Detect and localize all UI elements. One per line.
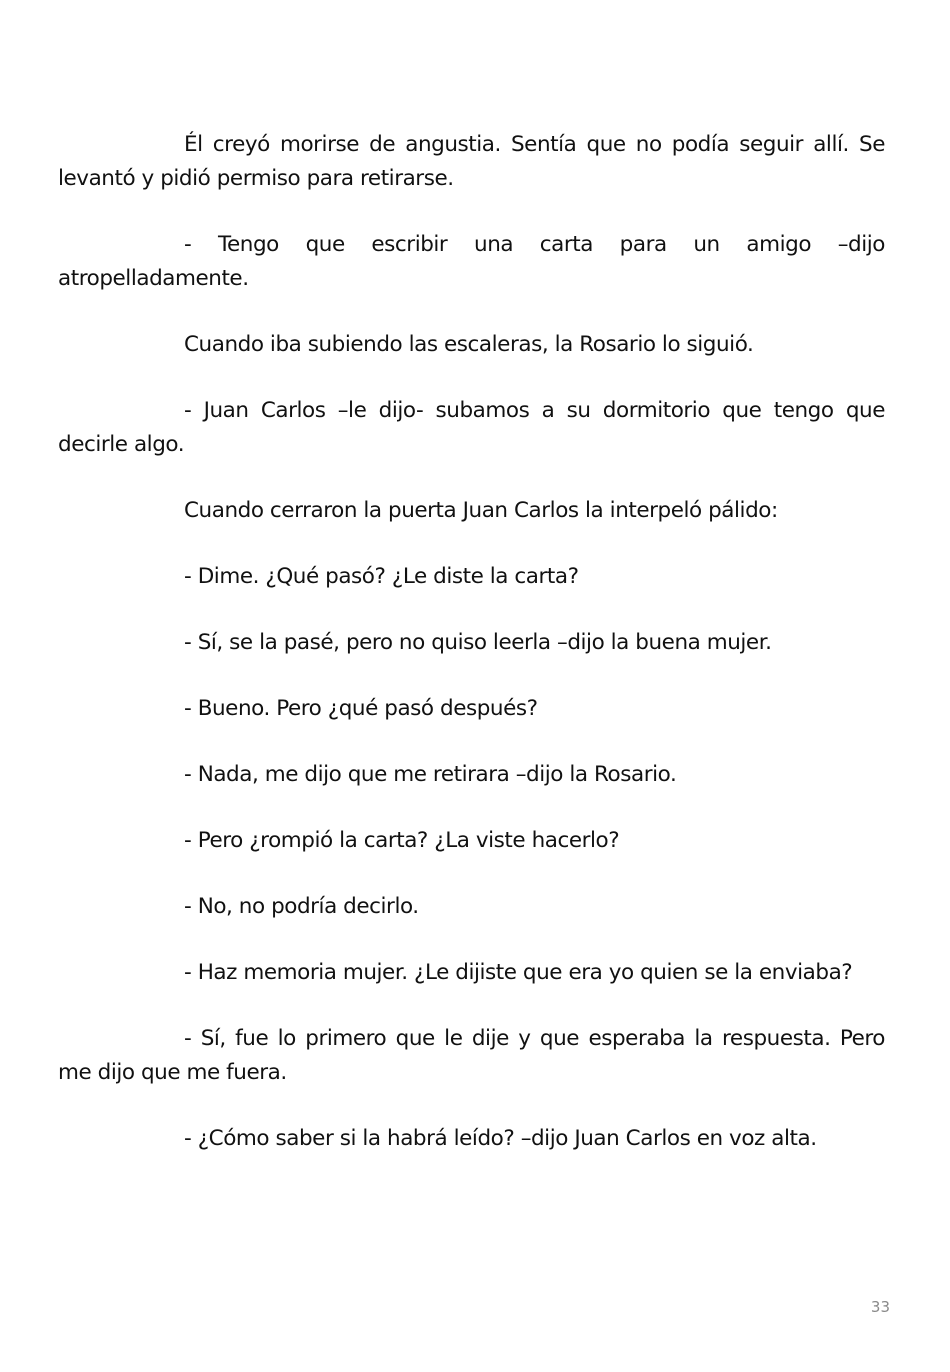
paragraph: - Juan Carlos –le dijo- subamos a su dormitorio que tengo que decirle algo.	[58, 398, 885, 457]
paragraph: - Dime. ¿Qué pasó? ¿Le diste la carta?	[184, 564, 579, 589]
paragraph: Él creyó morirse de angustia. Sentía que no podía seguir allí. Se levantó y pidió permiso para retirarse.	[58, 132, 885, 191]
paragraph: Cuando iba subiendo las escaleras, la Rosario lo siguió.	[184, 332, 754, 357]
paragraph: - No, no podría decirlo.	[184, 894, 419, 919]
paragraph: - Tengo que escribir una carta para un amigo –dijo atropelladamente.	[58, 232, 885, 291]
paragraph: - ¿Cómo saber si la habrá leído? –dijo Juan Carlos en voz alta.	[184, 1126, 817, 1151]
paragraph: - Pero ¿rompió la carta? ¿La viste hacerlo?	[184, 828, 620, 853]
paragraph: - Bueno. Pero ¿qué pasó después?	[184, 696, 538, 721]
paragraph: - Nada, me dijo que me retirara –dijo la Rosario.	[184, 762, 677, 787]
page-body	[58, 128, 885, 1188]
paragraph: - Haz memoria mujer. ¿Le dijiste que era yo quien se la enviaba?	[184, 960, 853, 985]
paragraph: - Sí, fue lo primero que le dije y que esperaba la respuesta. Pero me dijo que me fuera.	[58, 1026, 885, 1085]
paragraph: Cuando cerraron la puerta Juan Carlos la interpeló pálido:	[184, 498, 778, 523]
paragraph: - Sí, se la pasé, pero no quiso leerla –dijo la buena mujer.	[184, 630, 772, 655]
page-number: 33	[870, 1298, 890, 1316]
